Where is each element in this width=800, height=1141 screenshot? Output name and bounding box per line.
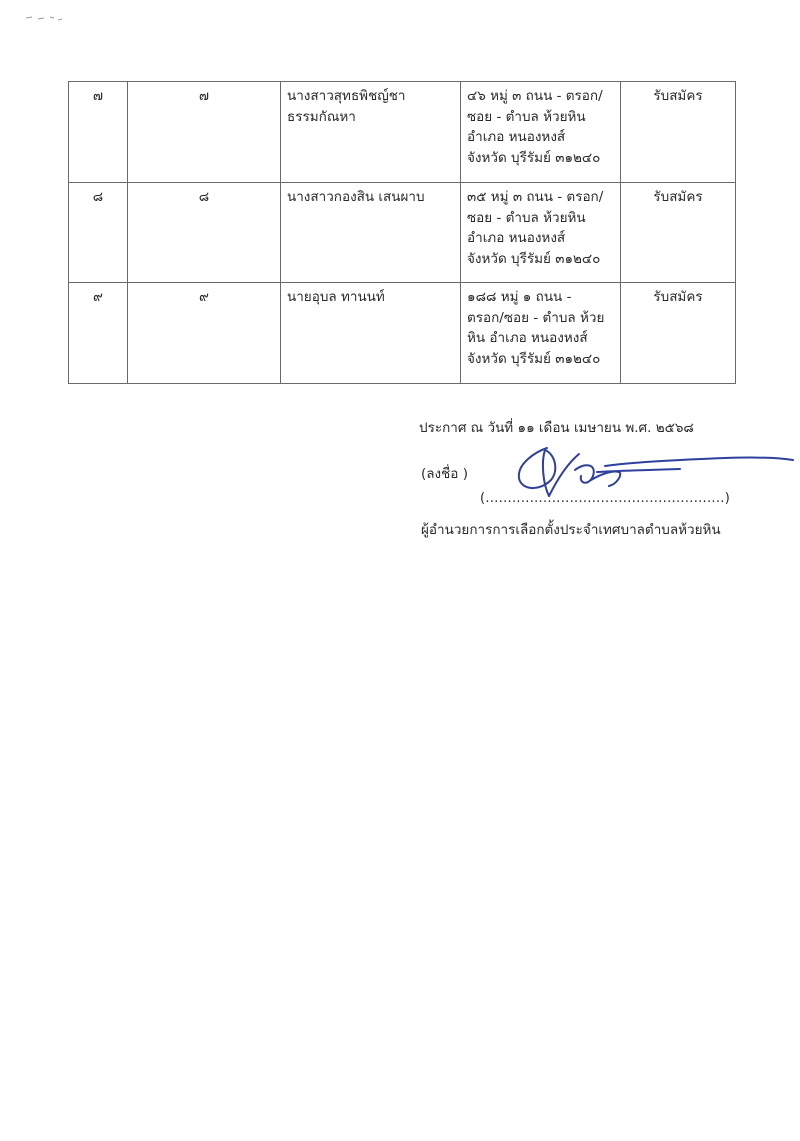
signature-label: (ลงชื่อ ) [421, 466, 468, 482]
address-line: ซอย - ตำบล ห้วยหิน [467, 108, 586, 125]
address-line: อำเภอ หนองหงส์ [467, 230, 566, 246]
name-line: นายอุบล ทานนท์ [287, 289, 385, 305]
candidate-status: รับสมัคร [621, 183, 736, 283]
name-line: ธรรมกัณหา [287, 108, 356, 125]
address-line: ตรอก/ซอย - ตำบล ห้วย [467, 309, 605, 326]
address-line: ซอย - ตำบล ห้วยหิน [467, 209, 586, 226]
address-line: ๓๕ หมู่ ๓ ถนน - ตรอก/ [467, 189, 604, 205]
candidate-status: รับสมัคร [621, 283, 736, 384]
candidate-name [281, 183, 461, 283]
address-line: จังหวัด บุรีรัมย์ ๓๑๒๔๐ [467, 149, 601, 166]
candidate-number: ๘ [128, 183, 281, 283]
table-row [69, 82, 736, 183]
candidate-table [68, 81, 736, 384]
name-line: นางสาวกองสิน เสนผาบ [287, 189, 425, 205]
row-number: ๘ [69, 183, 128, 283]
row-number: ๙ [69, 283, 128, 384]
announcement-date: ประกาศ ณ วันที่ ๑๑ เดือน เมษายน พ.ศ. ๒๕๖๘ [419, 420, 694, 436]
row-number: ๗ [69, 82, 128, 183]
candidate-name [281, 283, 461, 384]
table-row [69, 283, 736, 384]
address-line: ๔๖ หมู่ ๓ ถนน - ตรอก/ [467, 88, 603, 104]
address-line: ๑๘๘ หมู่ ๑ ถนน - [467, 289, 572, 305]
address-line: จังหวัด บุรีรัมย์ ๓๑๒๔๐ [467, 350, 601, 367]
address-line: หิน อำเภอ หนองหงส์ [467, 330, 588, 346]
name-line: นางสาวสุทธพิชญ์ชา [287, 88, 406, 104]
address-line: จังหวัด บุรีรัมย์ ๓๑๒๔๐ [467, 250, 601, 267]
candidate-address [461, 183, 621, 283]
table-row [69, 183, 736, 283]
candidate-number: ๙ [128, 283, 281, 384]
candidate-name [281, 82, 461, 183]
candidate-number: ๗ [128, 82, 281, 183]
signature-name-line: (......................................................) [480, 491, 731, 506]
candidate-address [461, 283, 621, 384]
candidate-address [461, 82, 621, 183]
address-line: อำเภอ หนองหงส์ [467, 129, 566, 145]
scan-corner-mark [24, 12, 64, 22]
signer-position: ผู้อำนวยการการเลือกตั้งประจำเทศบาลตำบลห้วยหิน [421, 522, 721, 538]
candidate-status: รับสมัคร [621, 82, 736, 183]
